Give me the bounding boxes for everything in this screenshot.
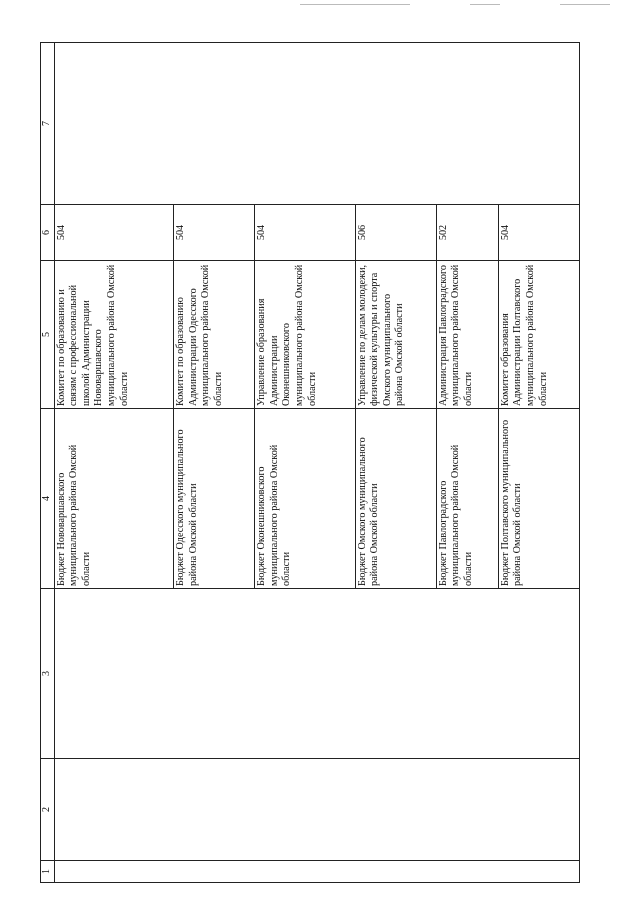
- note-cell: [54, 43, 173, 205]
- code-cell: 504: [498, 205, 579, 261]
- admin-cell: Управление образования Администрации Оконешниковского муниципального района Омской области: [255, 261, 355, 409]
- header-cell-7: 7: [41, 43, 55, 205]
- admin-cell: Комитет образования Администрации Полтавского муниципального района Омской области: [498, 261, 579, 409]
- table-row: [54, 43, 173, 883]
- header-cell-3: 3: [41, 589, 55, 759]
- table-row: [355, 43, 436, 883]
- table-row: [498, 43, 579, 883]
- header-cell-5: 5: [41, 261, 55, 409]
- note-cell: [498, 43, 579, 205]
- admin-cell: Управление по делам молодежи, физической культуры и спорта Омского муниципального района Омской области: [355, 261, 436, 409]
- col3-cell: [436, 589, 498, 759]
- col1-cell: [498, 861, 579, 883]
- header-cell-2: 2: [41, 759, 55, 861]
- admin-cell: Администрация Павлоградского муниципального района Омской области: [436, 261, 498, 409]
- header-cell-4: 4: [41, 409, 55, 589]
- col1-cell: [255, 861, 355, 883]
- col2-cell: [498, 759, 579, 861]
- admin-cell: Комитет по образованию Администрации Одесского муниципального района Омской области: [174, 261, 255, 409]
- col2-cell: [174, 759, 255, 861]
- code-cell: 504: [174, 205, 255, 261]
- table-row: [174, 43, 255, 883]
- table-row: [436, 43, 498, 883]
- code-cell: 504: [255, 205, 355, 261]
- col1-cell: [355, 861, 436, 883]
- col2-cell: [255, 759, 355, 861]
- scan-artifacts: [0, 0, 640, 20]
- budget-cell: Бюджет Омского муниципального района Омской области: [355, 409, 436, 589]
- col3-cell: [174, 589, 255, 759]
- document-table: [40, 42, 580, 883]
- budget-cell: Бюджет Павлоградского муниципального района Омской области: [436, 409, 498, 589]
- col1-cell: [436, 861, 498, 883]
- header-cell-6: 6: [41, 205, 55, 261]
- header-cell-1: 1: [41, 861, 55, 883]
- rotated-table-frame: [40, 43, 580, 883]
- col3-cell: [498, 589, 579, 759]
- col3-cell: [54, 589, 173, 759]
- admin-cell: Комитет по образованию и связям с профессиональной школой Администрации Нововаршавского муниципального района Омской области: [54, 261, 173, 409]
- col2-cell: [355, 759, 436, 861]
- col3-cell: [355, 589, 436, 759]
- code-cell: 506: [355, 205, 436, 261]
- col1-cell: [174, 861, 255, 883]
- col3-cell: [255, 589, 355, 759]
- col1-cell: [54, 861, 173, 883]
- code-cell: 502: [436, 205, 498, 261]
- budget-cell: Бюджет Нововаршавского муниципального района Омской области: [54, 409, 173, 589]
- note-cell: [436, 43, 498, 205]
- col2-cell: [436, 759, 498, 861]
- table-row: [255, 43, 355, 883]
- budget-cell: Бюджет Оконешниковского муниципального района Омской области: [255, 409, 355, 589]
- header-row: [41, 43, 55, 883]
- col2-cell: [54, 759, 173, 861]
- budget-cell: Бюджет Одесского муниципального района Омской области: [174, 409, 255, 589]
- budget-cell: Бюджет Полтавского муниципального района Омской области: [498, 409, 579, 589]
- note-cell: [174, 43, 255, 205]
- note-cell: [355, 43, 436, 205]
- code-cell: 504: [54, 205, 173, 261]
- note-cell: [255, 43, 355, 205]
